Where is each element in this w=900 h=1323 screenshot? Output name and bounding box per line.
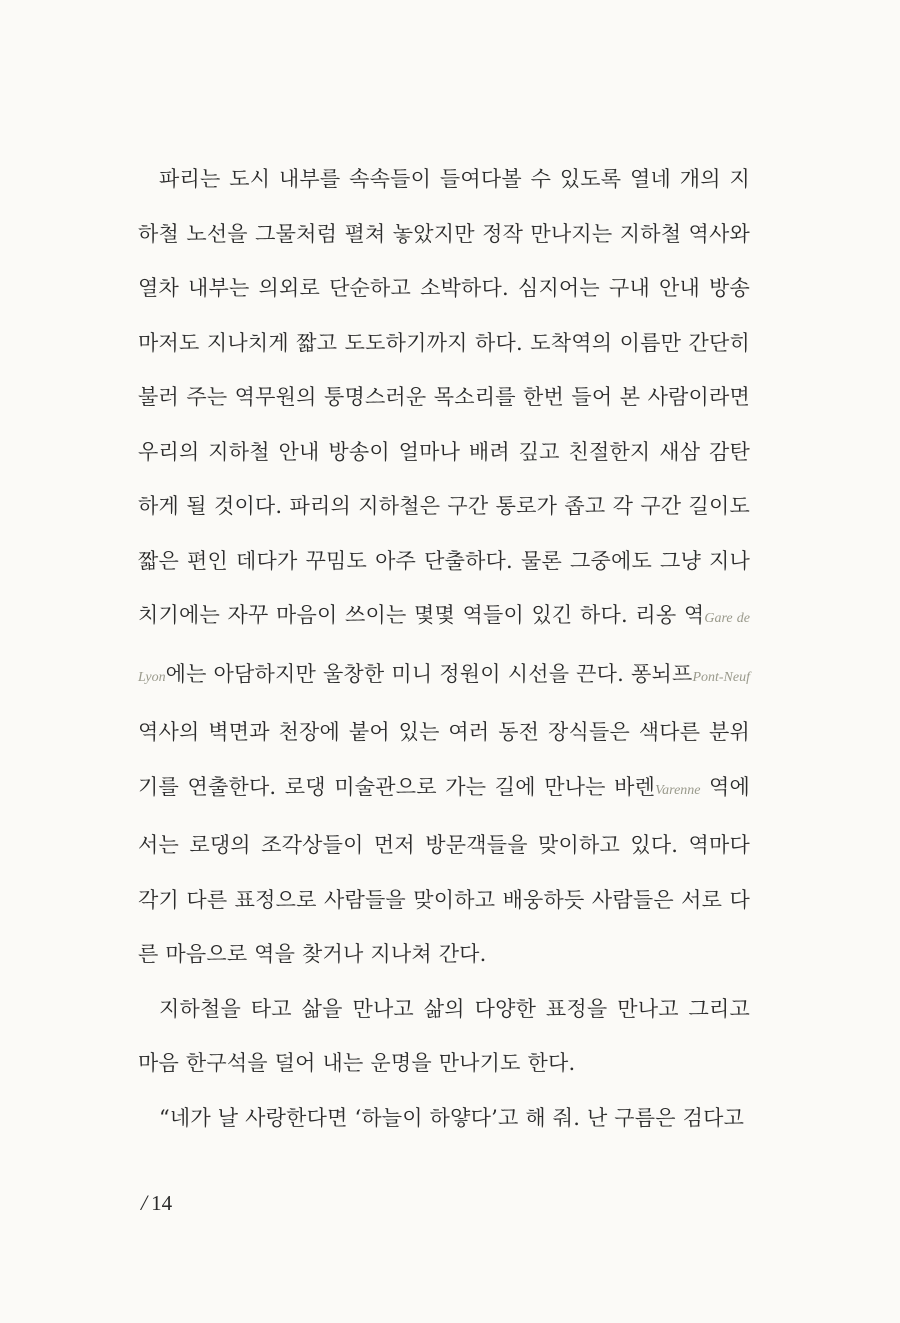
- text-run: 역사의 벽면과 천장에 붙어 있는 여러 동전 장식들은 색다른 분위기를 연출한다. 로댕 미술관으로 가는 길에 만나는 바렌: [138, 720, 750, 799]
- page-number: [141, 1190, 172, 1216]
- text-run: 에는 아담하지만 울창한 미니 정원이 시선을 끈다. 퐁뇌프: [165, 661, 693, 686]
- page-number-value: 14: [151, 1191, 173, 1215]
- page-number-mark: /: [141, 1190, 148, 1215]
- text-run: 역에서는 로댕의 조각상들이 먼저 방문객들을 맞이하고 있다. 역마다 각기 다른 표정으로 사람들을 맞이하고 배웅하듯 사람들은 서로 다른 마음으로 역을 찾거나 지나쳐 간다.: [138, 774, 750, 966]
- gloss-varenne: Varenne: [655, 782, 701, 798]
- paragraph-1: [138, 152, 750, 982]
- paragraph-2: [138, 982, 750, 1091]
- paragraph-3: [138, 1091, 750, 1146]
- text-run: “네가 날 사랑한다면 ‘하늘이 하얗다’고 해 줘. 난 구름은 검다고: [159, 1105, 745, 1130]
- gloss-pont-neuf: Pont-Neuf: [692, 669, 750, 685]
- text-run: 지하철을 타고 삶을 만나고 삶의 다양한 표정을 만나고 그리고 마음 한구석을 덜어 내는 운명을 만나기도 한다.: [138, 996, 750, 1075]
- body-text: [138, 152, 750, 1145]
- text-run: 파리는 도시 내부를 속속들이 들여다볼 수 있도록 열네 개의 지하철 노선을 그물처럼 펼쳐 놓았지만 정작 만나지는 지하철 역사와 열차 내부는 의외로 단순하고 소박하다. 심지어는 구내 안내 방송마저도 지나치게 짧고 도도하기까지 하다. 도착역의 이름만 간단히 불러 주는 역무원의 퉁명스러운 목소리를 한번 들어 본 사람이라면 우리의 지하철 안내 방송이 얼마나 배려 깊고 친절한지 새삼 감탄하게 될 것이다. 파리의 지하철은 구간 통로가 좁고 각 구간 길이도 짧은 편인 데다가 꾸밈도 아주 단출하다. 물론 그중에도 그냥 지나치기에는 자꾸 마음이 쓰이는 몇몇 역들이 있긴 하다. 리옹 역: [138, 167, 750, 627]
- gloss-gare-de-lyon: Gare de Lyon: [138, 611, 751, 685]
